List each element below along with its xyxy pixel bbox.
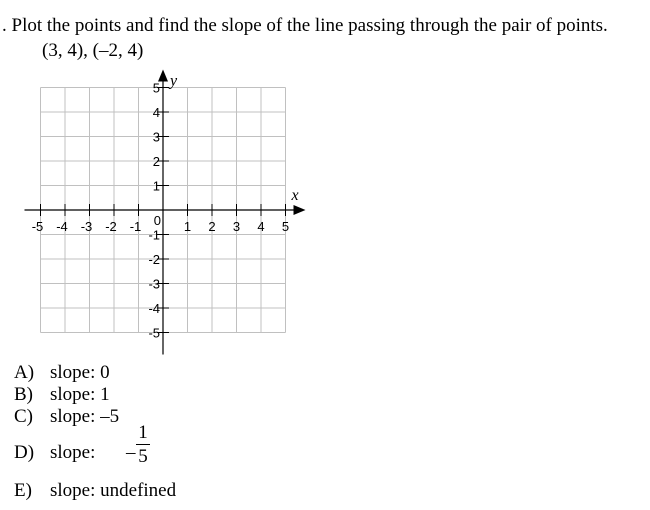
- y-tick-label: 1: [152, 178, 160, 194]
- y-tick-label: 2: [152, 154, 160, 169]
- x-axis-label: x: [291, 187, 299, 204]
- x-tick-label: -4: [56, 219, 68, 234]
- x-tick-label: -5: [31, 219, 44, 234]
- y-axis-label: y: [170, 72, 178, 90]
- y-tick-label: -2: [148, 252, 160, 267]
- choice-c-text: slope: –5: [50, 406, 120, 427]
- y-tick-label: 3: [152, 129, 160, 145]
- choice-d-text: slope:: [50, 442, 96, 463]
- choice-e-letter: E): [14, 480, 32, 501]
- y-tick-label: -4: [148, 301, 160, 316]
- x-tick-label: 4: [257, 219, 265, 234]
- y-tick-label: -5: [148, 325, 160, 341]
- y-tick-label: -3: [148, 276, 160, 292]
- choice-d-sign: –: [126, 442, 136, 463]
- choice-a-text: slope: 0: [50, 362, 110, 383]
- x-tick-label: -3: [80, 219, 93, 234]
- x-tick-label: -2: [105, 219, 117, 234]
- y-tick-label: -1: [148, 227, 160, 243]
- y-tick-label: 4: [152, 105, 160, 120]
- x-tick-label: 3: [232, 219, 241, 234]
- choice-e-text: slope: undefined: [50, 480, 177, 501]
- origin-label: 0: [153, 213, 161, 228]
- choice-d-letter: D): [14, 442, 35, 463]
- choice-d-denominator: 5: [138, 446, 148, 467]
- x-axis-arrow: [294, 205, 306, 215]
- choice-a-letter: A): [14, 362, 35, 383]
- x-tick-label: 2: [208, 219, 216, 234]
- x-tick-label: -1: [129, 219, 142, 234]
- choice-d-numerator: 1: [138, 422, 148, 443]
- question-text: Plot the points and find the slope of the line passing through the pair of points.: [11, 15, 608, 36]
- point-pair: (3, 4), (–2, 4): [42, 40, 144, 61]
- y-tick-label: 5: [152, 80, 160, 96]
- x-tick-label: 5: [281, 219, 290, 234]
- tick-labels: [32, 73, 299, 341]
- choice-c-letter: C): [14, 406, 33, 427]
- question-number: .: [2, 15, 7, 36]
- fraction-bar: [136, 444, 150, 445]
- x-tick-label: 1: [183, 219, 192, 234]
- choice-b-letter: B): [14, 384, 33, 405]
- choice-b-text: slope: 1: [50, 384, 110, 405]
